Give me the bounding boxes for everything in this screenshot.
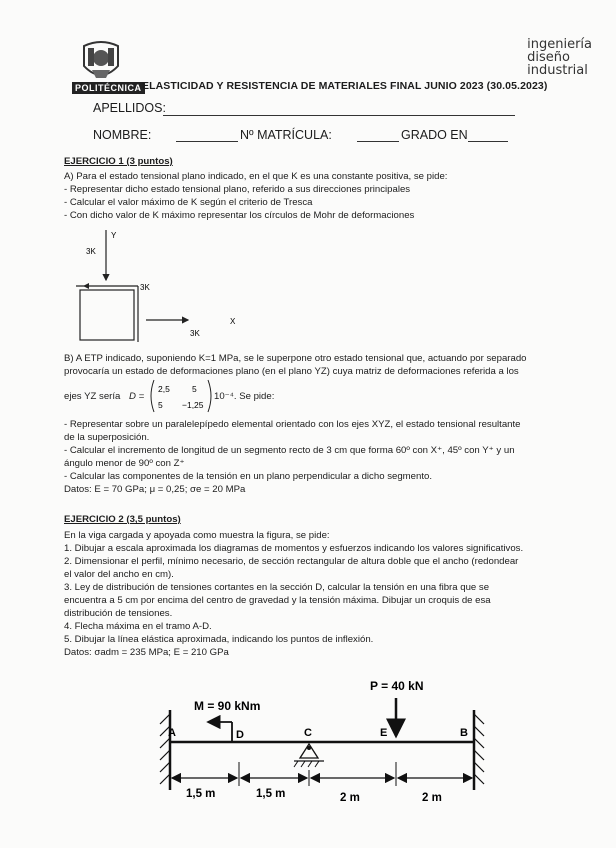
exercise-1-part-b [64,352,527,378]
exercise-2-line: distribución de tensiones. [64,608,173,619]
right-stress-label: 3K [140,283,150,292]
point-b-label: B [460,727,468,739]
part-b-line: provocaría un estado de deformaciones plano (en el plano YZ) cuya matriz de deformaciones referida a los [64,366,519,377]
grado-field[interactable] [468,141,508,142]
exercise-2-line: 4. Flecha máxima en el tramo A-D. [64,621,212,632]
stress-element-figure [70,224,260,344]
part-a-item: - Con dicho valor de K máximo representar los círculos de Mohr de deformaciones [64,210,415,221]
exercise-2-line: 3. Ley de distribución de tensiones cortantes en la sección D, calcular la tensión en una fibra que se [64,582,490,593]
apellidos-field[interactable] [163,115,515,116]
exercise-1-part-a [64,170,447,222]
matricula-field[interactable] [357,141,399,142]
y-axis-label: Y [111,231,117,240]
matrix-cell: −1,25 [182,400,204,410]
part-b-item: ángulo menor de 90º con Z⁺ [64,458,185,469]
part-a-intro: A) Para el estado tensional plano indicado, en el que K es una constante positiva, se pide: [64,171,448,182]
university-logo-text: POLITÉCNICA [72,82,145,94]
exercise-2-title: EJERCICIO 2 (3,5 puntos) [64,514,181,525]
part-a-item: - Representar dicho estado tensional plano, referido a sus direcciones principales [64,184,411,195]
brand-line-3: industrial [527,63,588,78]
part-b-items [64,418,521,496]
right-wall-hatch [474,714,484,784]
point-c-label: C [304,727,312,739]
top-stress-label: 3K [86,247,96,256]
exercise-2-line: el valor del ancho en cm). [64,569,174,580]
matrix-prefix: ejes YZ sería [64,391,121,402]
part-a-item: - Calcular el valor máximo de K según el criterio de Tresca [64,197,313,208]
dimension-ticks [170,762,474,786]
brand-line-2: diseño [527,50,570,65]
school-brand-logo [527,38,592,77]
strain-matrix [148,378,214,414]
moment-label: M = 90 kNm [194,699,261,713]
exercise-1-title: EJERCICIO 1 (3 puntos) [64,156,173,167]
matrix-suffix: 10⁻⁴. Se pide: [214,391,275,402]
exercise-2-line: 2. Dimensionar el perfil, mínimo necesario, de sección rectangular de altura doble que el ancho (redondear [64,556,519,567]
matrix-cell: 5 [192,384,197,394]
matrix-cell: 2,5 [158,384,170,394]
left-wall-hatch [160,714,170,784]
exercise-2-line: 5. Dibujar la línea elástica aproximada, indicando los puntos de inflexión. [64,634,374,645]
exercise-2-line: 1. Dibujar a escala aproximada los diagramas de momentos y esfuerzos indicando los valores significativos. [64,543,524,554]
part-b-item: - Calcular las componentes de la tensión en un plano perpendicular a dicho segmento. [64,471,432,482]
nombre-label: NOMBRE: [93,128,152,142]
part-b-item: de la superposición. [64,432,150,443]
nombre-field[interactable] [176,141,238,142]
dimension-label-2: 1,5 m [256,788,286,800]
exercise-2-text [64,529,523,659]
point-d-label: D [236,729,244,741]
exercise-2-line: Datos: σadm = 235 MPa; E = 210 GPa [64,647,229,658]
x-axis-label: X [230,317,236,326]
dimension-label-1: 1,5 m [186,788,216,800]
exercise-2-line: encuentra a 5 cm por encima del centro de gravedad y la tensión máxima. Dibujar un croquis de esa [64,595,491,606]
beam-figure [140,670,500,830]
dimension-label-3: 2 m [340,792,360,804]
part-b-line: B) A ETP indicado, suponiendo K=1 MPa, se le superpone otro estado tensional que, actuando por separado [64,353,527,364]
dimension-label-4: 2 m [422,792,442,804]
force-label: P = 40 kN [370,679,424,693]
point-e-label: E [380,727,388,739]
part-b-item: - Calcular el incremento de longitud de un segmento recto de 3 cm que forma 60º con X⁺, 45º con Y⁺ y un [64,445,515,456]
exam-title: ELASTICIDAD Y RESISTENCIA DE MATERIALES FINAL JUNIO 2023 (30.05.2023) [142,80,548,92]
brand-line-1: ingeniería [527,37,592,52]
point-a-label: A [168,727,176,739]
grado-label: GRADO EN [401,128,468,142]
matrix-cell: 5 [158,400,163,410]
matricula-label: Nº MATRÍCULA: [240,128,332,142]
element-square [80,290,134,340]
exercise-1-data: Datos: E = 70 GPa; μ = 0,25; σe = 20 MPa [64,484,246,495]
exercise-2-line: En la viga cargada y apoyada como muestra la figura, se pide: [64,530,330,541]
apellidos-label: APELLIDOS: [93,101,166,115]
part-b-matrix-line [64,390,120,403]
matrix-symbol: D = [129,391,145,402]
bottom-stress-label: 3K [190,329,200,338]
part-b-item: - Representar sobre un paralelepípedo elemental orientado con los ejes XYZ, el estado tensional resultante [64,419,521,430]
